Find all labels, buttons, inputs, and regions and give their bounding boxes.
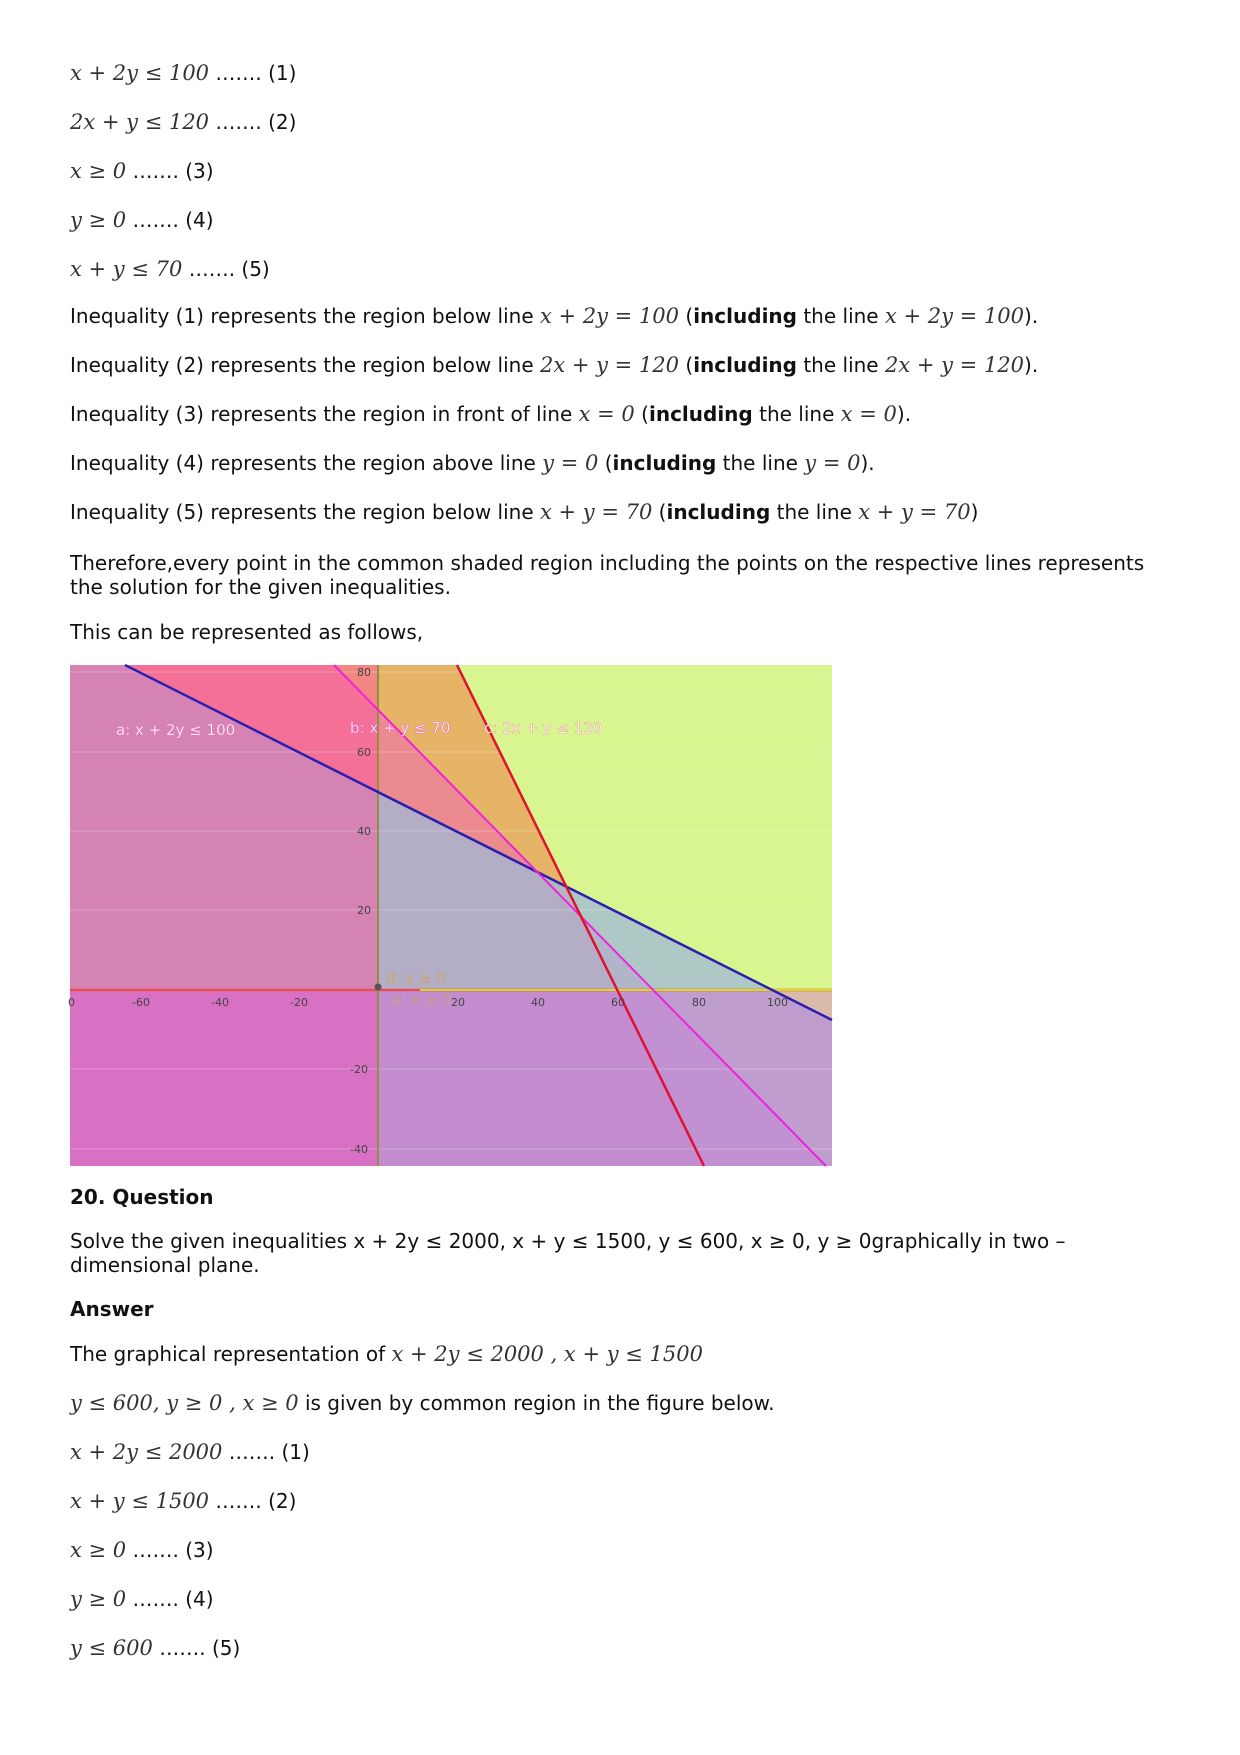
explanation-text: ).: [1024, 353, 1039, 377]
explanation-text: (: [652, 500, 667, 524]
explanation-5: [70, 499, 978, 525]
math-expression: 2x + y = 120: [539, 353, 680, 377]
question-title: 20. Question: [70, 1185, 214, 1209]
x-tick: 20: [451, 996, 465, 1009]
label-c: c: 2x + y ≤ 120: [484, 719, 603, 737]
math-expression: x ≥ 0: [70, 1538, 127, 1562]
x-tick: -60: [132, 996, 150, 1009]
math-expression: 2x + y = 120: [884, 353, 1025, 377]
question-text: Solve the given inequalities x + 2y ≤ 2000, x + y ≤ 1500, y ≤ 600, x ≥ 0, y ≥ 0graphically in two – dimensional plane.: [70, 1229, 1066, 1277]
explanation-1: [70, 303, 1038, 329]
explanation-text: (: [679, 304, 694, 328]
explanation-3: [70, 401, 911, 427]
label-a: a: x + 2y ≤ 100: [116, 721, 236, 739]
y-tick: 20: [357, 904, 371, 917]
bold-text: including: [693, 353, 797, 377]
math-expression: y ≤ 600: [70, 1636, 153, 1660]
explanation-text: Inequality (4) represents the region above line: [70, 451, 543, 475]
y-tick: -20: [350, 1063, 368, 1076]
explanation-text: Inequality (3) represents the region in front of line: [70, 402, 579, 426]
inequality-2: [70, 109, 296, 135]
math-expression: x ≥ 0: [70, 159, 127, 183]
inequality-2-2: [70, 1488, 296, 1514]
equation-tag: ……. (2): [215, 1489, 297, 1513]
equation-tag: ……. (3): [132, 159, 214, 183]
inequality-1: [70, 60, 296, 86]
equation-tag: ……. (4): [132, 1587, 214, 1611]
label-b: b: x + y ≤ 70: [350, 719, 451, 737]
math-expression: x + y = 70: [539, 500, 653, 524]
math-expression: x + y ≤ 1500: [70, 1489, 210, 1513]
equation-tag: ……. (5): [188, 257, 270, 281]
inequality-4: [70, 207, 214, 233]
equation-tag: ……. (5): [159, 1636, 241, 1660]
equation-tag: ……. (1): [215, 61, 297, 85]
equation-tag: ……. (3): [132, 1538, 214, 1562]
explanation-4: [70, 450, 875, 476]
math-expression: x = 0: [840, 402, 897, 426]
explanation-text: ).: [1024, 304, 1039, 328]
inequality-2-3: [70, 1537, 214, 1563]
inequality-2-4: [70, 1586, 214, 1612]
math-expression: x + 2y = 100: [539, 304, 680, 328]
x-tick: 80: [692, 996, 706, 1009]
math-expression: x = 0: [578, 402, 635, 426]
math-expression: y ≤ 600, y ≥ 0 , x ≥ 0: [70, 1391, 299, 1415]
inequality-5: [70, 256, 270, 282]
x-tick: 0: [68, 996, 75, 1009]
answer-intro: [70, 1341, 703, 1367]
y-tick: 60: [357, 746, 371, 759]
answer-title: Answer: [70, 1297, 154, 1321]
math-expression: y ≥ 0: [70, 208, 127, 232]
explanation-text: the line: [716, 451, 805, 475]
math-expression: y = 0: [804, 451, 861, 475]
math-expression: x + y ≤ 70: [70, 257, 183, 281]
equation-tag: ……. (4): [132, 208, 214, 232]
therefore-paragraph: Therefore,every point in the common shaded region including the points on the respective lines represents the solution for the given inequalities.: [70, 551, 1145, 599]
x-tick: 60: [611, 996, 625, 1009]
x-tick: -40: [211, 996, 229, 1009]
explanation-2: [70, 352, 1038, 378]
explanation-text: (: [634, 402, 649, 426]
x-tick: 40: [531, 996, 545, 1009]
math-expression: x + y = 70: [858, 500, 971, 524]
explanation-text: the line: [770, 500, 859, 524]
explanation-text: Inequality (5) represents the region below line: [70, 500, 540, 524]
equation-tag: ……. (1): [228, 1440, 310, 1464]
label-e: e: x ≥ 0: [392, 991, 452, 1009]
explanation-text: Inequality (2) represents the region below line: [70, 353, 540, 377]
math-expression: y ≥ 0: [70, 1587, 127, 1611]
represented-text: This can be represented as follows,: [70, 620, 424, 644]
y-tick: 80: [357, 666, 371, 679]
explanation-text: the line: [796, 304, 885, 328]
answer-text: The graphical representation of: [70, 1342, 392, 1366]
inequality-graph: [70, 665, 832, 1166]
region-d-complement: [70, 990, 832, 1166]
explanation-text: ).: [896, 402, 912, 426]
math-expression: x + 2y ≤ 2000 , x + y ≤ 1500: [391, 1342, 703, 1366]
label-d: d: y ≥ 0: [386, 969, 446, 987]
origin-point: [375, 984, 382, 991]
x-tick: 100: [767, 996, 788, 1009]
answer-text: is given by common region in the figure below.: [298, 1391, 775, 1415]
x-tick: -20: [290, 996, 308, 1009]
math-expression: x + 2y ≤ 2000: [70, 1440, 223, 1464]
explanation-text: Inequality (1) represents the region below line: [70, 304, 540, 328]
math-expression: x + 2y ≤ 100: [70, 61, 210, 85]
math-expression: x + 2y = 100: [884, 304, 1025, 328]
bold-text: including: [648, 402, 753, 426]
bold-text: including: [666, 500, 771, 524]
explanation-text: ): [970, 500, 979, 524]
explanation-text: (: [598, 451, 613, 475]
explanation-text: the line: [752, 402, 841, 426]
bold-text: including: [612, 451, 717, 475]
math-expression: y = 0: [542, 451, 599, 475]
explanation-text: ).: [860, 451, 875, 475]
inequality-2-5: [70, 1635, 240, 1661]
bold-text: including: [693, 304, 797, 328]
inequality-3: [70, 158, 214, 184]
math-expression: 2x + y ≤ 120: [70, 110, 210, 134]
y-tick: 40: [357, 825, 371, 838]
answer-line-2: [70, 1390, 775, 1416]
y-tick: -40: [350, 1143, 368, 1156]
explanation-text: the line: [796, 353, 885, 377]
explanation-text: (: [679, 353, 694, 377]
equation-tag: ……. (2): [215, 110, 297, 134]
inequality-2-1: [70, 1439, 310, 1465]
